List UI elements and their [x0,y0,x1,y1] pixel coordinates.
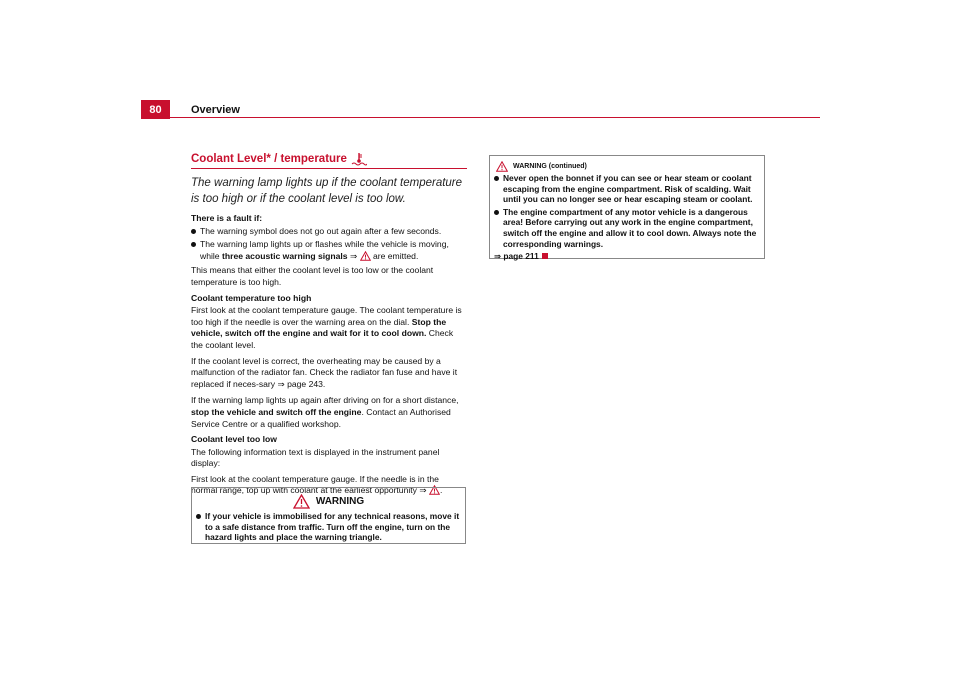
fault-bullet-2-end: are emitted. [372,250,419,261]
warning-continued-reference [494,251,760,262]
temp-p1-bold: Stop the vehicle, switch off the engine and wait for it to cool down. [191,316,447,339]
low-heading: Coolant level too low [191,434,277,445]
section-body [191,213,467,498]
page-reference-link[interactable]: page 211 [503,251,539,262]
page-header-title: Overview [191,104,240,116]
bullet-icon [196,514,201,519]
section-title [191,152,467,168]
warning-continued-header [490,156,764,173]
low-p2-end: . [439,485,443,496]
low-paragraph-1: The following information text is displayed in the instrument panel display: [191,446,440,469]
warning-triangle-icon [496,161,508,172]
temp-p3-bold: stop the vehicle and switch off the engine [191,406,362,417]
section-intro: The warning lamp lights up if the coolant temperature is too high or if the coolant level is too low. [191,177,463,205]
fault-bullet-2-bold: three acoustic warning signals [221,250,348,261]
fault-bullet-2-text: The warning lamp lights up or flashes while the vehicle is moving, while [200,239,449,261]
warning-continued-bullet-1-text: Never open the bonnet if you can see or hear steam or coolant escaping from the engine compartment. Risk of scalding. Wait until you can no longer see or hear escaping steam or coolant. [503,173,753,205]
bullet-icon [191,242,196,247]
reference-arrow-icon: ⇒ [494,251,502,262]
bullet-icon [191,229,196,234]
page-reference-link[interactable]: page 243. [287,378,326,389]
warning-label: WARNING [315,495,365,507]
warning-continued-box [489,155,765,262]
warning-box [191,487,466,544]
section-end-icon [542,253,548,259]
temp-paragraph-1 [191,305,467,351]
warning-header [192,488,465,510]
warning-continued-label: WARNING (continued) [513,162,587,170]
temp-p3-end: . Contact an Authorised Service Centre or a qualified workshop. [191,406,451,429]
warning-continued-bullet-2-text: The engine compartment of any motor vehicle is a dangerous area! Before carrying out any work in the engine compartment, switch off the engine and allow it to cool down. Always note the corresponding warnings. [503,206,757,249]
warning-continued-bullet-1 [494,173,760,205]
main-column [191,152,467,502]
section-title-text: Coolant Level* / temperature [191,153,347,165]
bullet-icon [494,210,499,215]
temp-heading: Coolant temperature too high [191,292,312,303]
fault-bullet-1-text: The warning symbol does not go out again after a few seconds. [200,225,442,236]
reference-arrow-icon: ⇒ [349,251,358,262]
header-divider [170,117,820,118]
low-p2-text: First look at the coolant temperature gauge. If the needle is in the normal range, top up with coolant at the earliest opportunity [191,473,439,496]
warning-bullet-1 [196,511,461,543]
temp-p3-text: If the warning lamp lights up again after driving on for a short distance, [191,395,459,406]
fault-bullet-1 [191,226,467,238]
coolant-temperature-icon [351,152,367,166]
warning-body [192,510,465,543]
bullet-icon [494,176,499,181]
temp-p2-text: If the coolant level is correct, the overheating may be caused by a malfunction of the radiator fan. Check the radiator fan fuse and have it replaced if neces-sary [191,355,458,389]
page-number: 80 [141,100,170,119]
fault-bullet-2 [191,239,467,263]
warning-continued-bullet-2 [494,207,760,249]
fault-heading: There is a fault if: [191,213,263,223]
warning-continued-body [490,173,764,262]
reference-arrow-icon: ⇒ [419,486,427,497]
warning-bullet-1-text: If your vehicle is immobilised for any technical reasons, move it to a safe distance from traffic. Turn off the engine, turn on the hazard lights and place the warning triangle. [205,511,460,543]
section-title-divider [191,168,467,169]
temp-p1-text: First look at the coolant temperature gauge. The coolant temperature is too high if the needle is over the warning area on the dial. [191,305,462,327]
reference-arrow-icon: ⇒ [277,379,285,390]
temp-paragraph-2 [191,356,467,392]
warning-triangle-icon[interactable] [360,251,371,261]
warning-triangle-icon [293,494,310,509]
temp-paragraph-3 [191,395,467,430]
temp-p1-end: Check the coolant level. [191,328,454,350]
meaning-paragraph: This means that either the coolant level is too low or the coolant temperature is too high. [191,265,434,287]
